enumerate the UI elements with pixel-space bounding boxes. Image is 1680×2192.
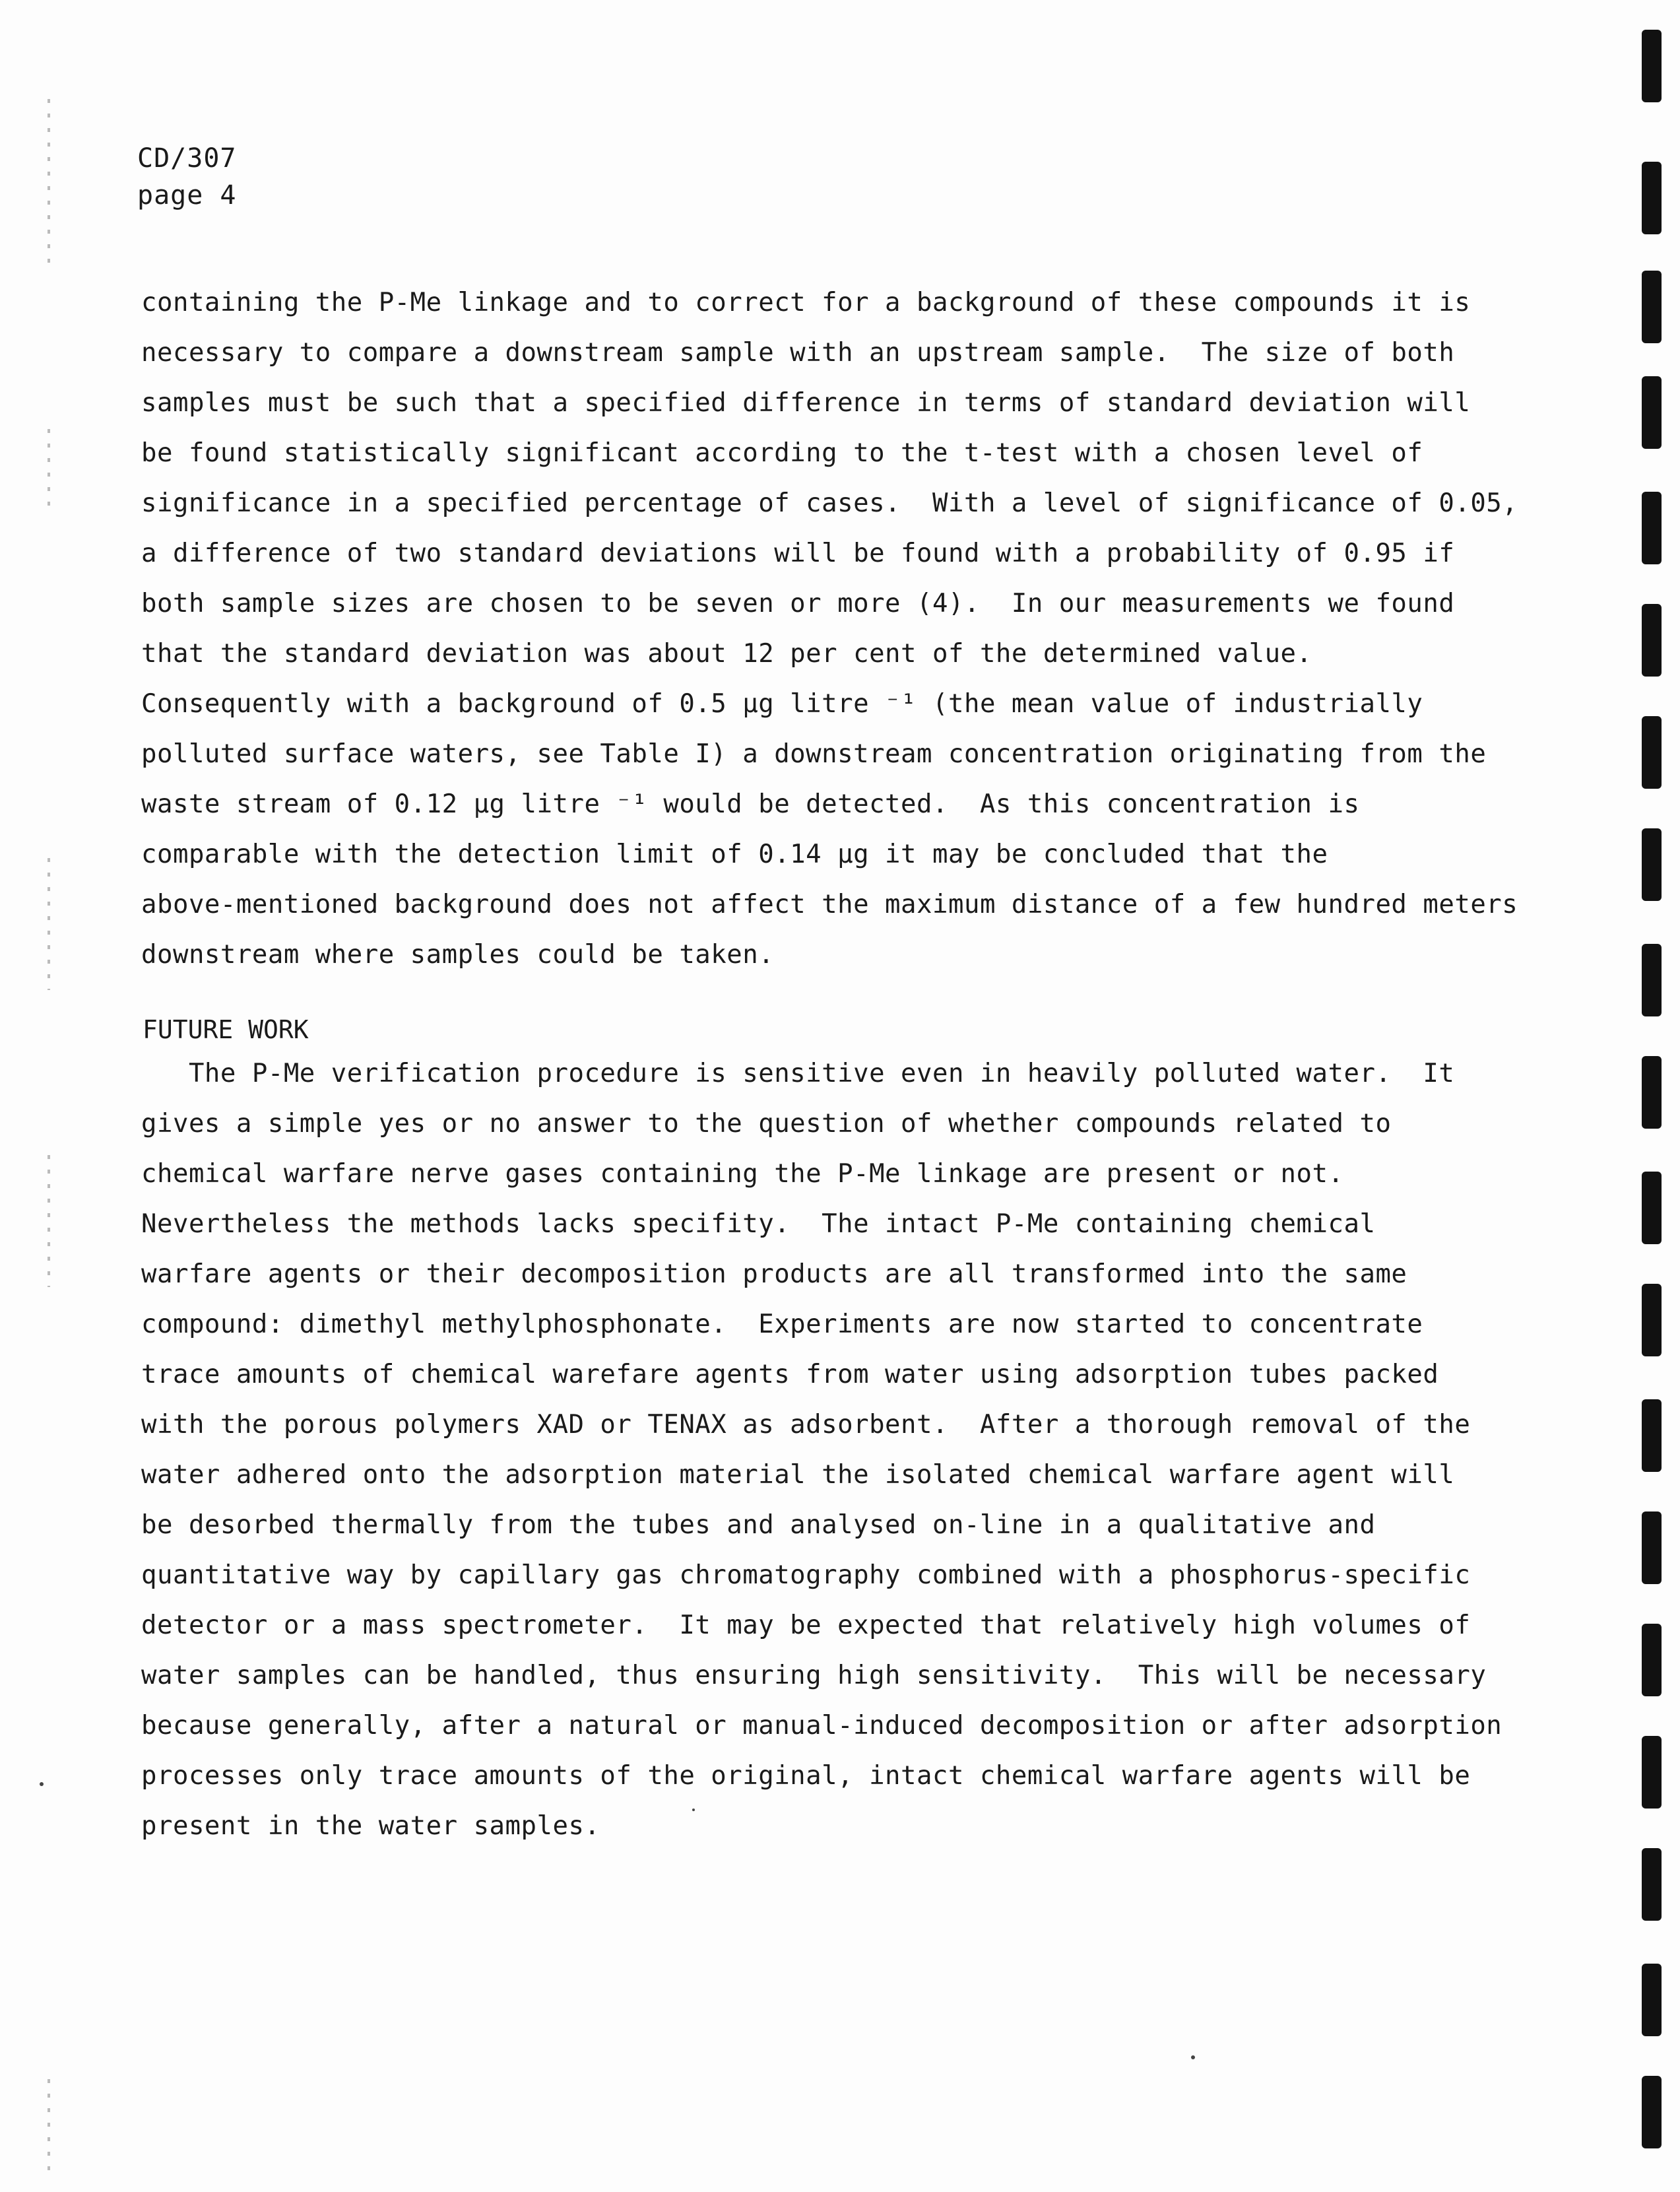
- binding-mark: [1642, 1736, 1662, 1809]
- binding-mark: [1642, 1056, 1662, 1129]
- binding-mark: [1642, 1284, 1662, 1356]
- binding-mark: [1642, 944, 1662, 1016]
- binding-mark: [1642, 604, 1662, 677]
- binding-mark: [1642, 30, 1662, 102]
- text-line: necessary to compare a downstream sample with an upstream sample. The size of both: [141, 338, 1455, 368]
- binding-mark: [1642, 492, 1662, 564]
- text-line: detector or a mass spectrometer. It may be expected that relatively high volumes of: [141, 1611, 1471, 1640]
- text-line: both sample sizes are chosen to be seven or more (4). In our measurements we found: [141, 589, 1455, 618]
- document-code: CD/307: [137, 143, 237, 174]
- text-line: a difference of two standard deviations will be found with a probability of 0.95 if: [141, 539, 1455, 568]
- scan-speck: [692, 1809, 695, 1811]
- document-header: [137, 140, 237, 214]
- text-line: downstream where samples could be taken.: [141, 940, 775, 970]
- binding-mark: [1642, 716, 1662, 789]
- binding-mark: [1642, 1172, 1662, 1244]
- text-line: comparable with the detection limit of 0.14 µg it may be concluded that the: [141, 840, 1328, 869]
- text-line: that the standard deviation was about 12 per cent of the determined value.: [141, 639, 1312, 669]
- text-line: water adhered onto the adsorption material the isolated chemical warfare agent will: [141, 1460, 1455, 1490]
- text-line: quantitative way by capillary gas chromatography combined with a phosphorus-specific: [141, 1560, 1471, 1590]
- left-margin-perforation: [48, 429, 50, 508]
- text-line: waste stream of 0.12 µg litre ⁻¹ would be detected. As this concentration is: [141, 789, 1360, 819]
- scan-speck: [1191, 2055, 1195, 2059]
- scan-speck: [40, 1782, 44, 1786]
- text-line: trace amounts of chemical warefare agents from water using adsorption tubes packed: [141, 1360, 1439, 1389]
- section-heading: FUTURE WORK: [143, 1015, 309, 1044]
- text-line: because generally, after a natural or manual-induced decomposition or after adsorption: [141, 1711, 1502, 1741]
- text-line: present in the water samples.: [141, 1811, 600, 1841]
- text-line: significance in a specified percentage of cases. With a level of significance of 0.05,: [141, 488, 1518, 518]
- text-line: processes only trace amounts of the original, intact chemical warfare agents will be: [141, 1761, 1471, 1791]
- left-margin-perforation: [48, 2079, 50, 2178]
- left-margin-perforation: [48, 858, 50, 990]
- binding-mark: [1642, 1964, 1662, 2036]
- text-line: samples must be such that a specified difference in terms of standard deviation will: [141, 388, 1471, 418]
- text-line: warfare agents or their decomposition products are all transformed into the same: [141, 1259, 1407, 1289]
- text-line: polluted surface waters, see Table I) a downstream concentration originating from the: [141, 739, 1487, 769]
- text-line: compound: dimethyl methylphosphonate. Experiments are now started to concentrate: [141, 1310, 1423, 1339]
- binding-mark: [1642, 1511, 1662, 1584]
- binding-mark: [1642, 828, 1662, 901]
- text-line: above-mentioned background does not affect the maximum distance of a few hundred meters: [141, 890, 1518, 919]
- text-line: be found statistically significant according to the t-test with a chosen level of: [141, 438, 1423, 468]
- binding-mark: [1642, 376, 1662, 449]
- binding-mark: [1642, 162, 1662, 234]
- text-line: Nevertheless the methods lacks specifity. The intact P-Me containing chemical: [141, 1209, 1376, 1239]
- text-line: The P-Me verification procedure is sensitive even in heavily polluted water. It: [141, 1059, 1455, 1088]
- left-margin-perforation: [48, 1155, 50, 1287]
- text-line: containing the P-Me linkage and to correct for a background of these compounds it is: [141, 288, 1471, 317]
- binding-mark: [1642, 271, 1662, 343]
- text-line: water samples can be handled, thus ensuring high sensitivity. This will be necessary: [141, 1661, 1487, 1690]
- binding-mark: [1642, 1399, 1662, 1472]
- binding-mark: [1642, 1624, 1662, 1696]
- text-line: Consequently with a background of 0.5 µg litre ⁻¹ (the mean value of industrially: [141, 689, 1423, 719]
- left-margin-perforation: [48, 99, 50, 271]
- text-line: gives a simple yes or no answer to the question of whether compounds related to: [141, 1109, 1392, 1139]
- binding-mark: [1642, 1848, 1662, 1921]
- text-line: chemical warfare nerve gases containing the P-Me linkage are present or not.: [141, 1159, 1344, 1189]
- text-line: be desorbed thermally from the tubes and analysed on-line in a qualitative and: [141, 1510, 1376, 1540]
- page-number: page 4: [137, 180, 237, 211]
- text-line: with the porous polymers XAD or TENAX as adsorbent. After a thorough removal of the: [141, 1410, 1471, 1440]
- binding-mark: [1642, 2076, 1662, 2148]
